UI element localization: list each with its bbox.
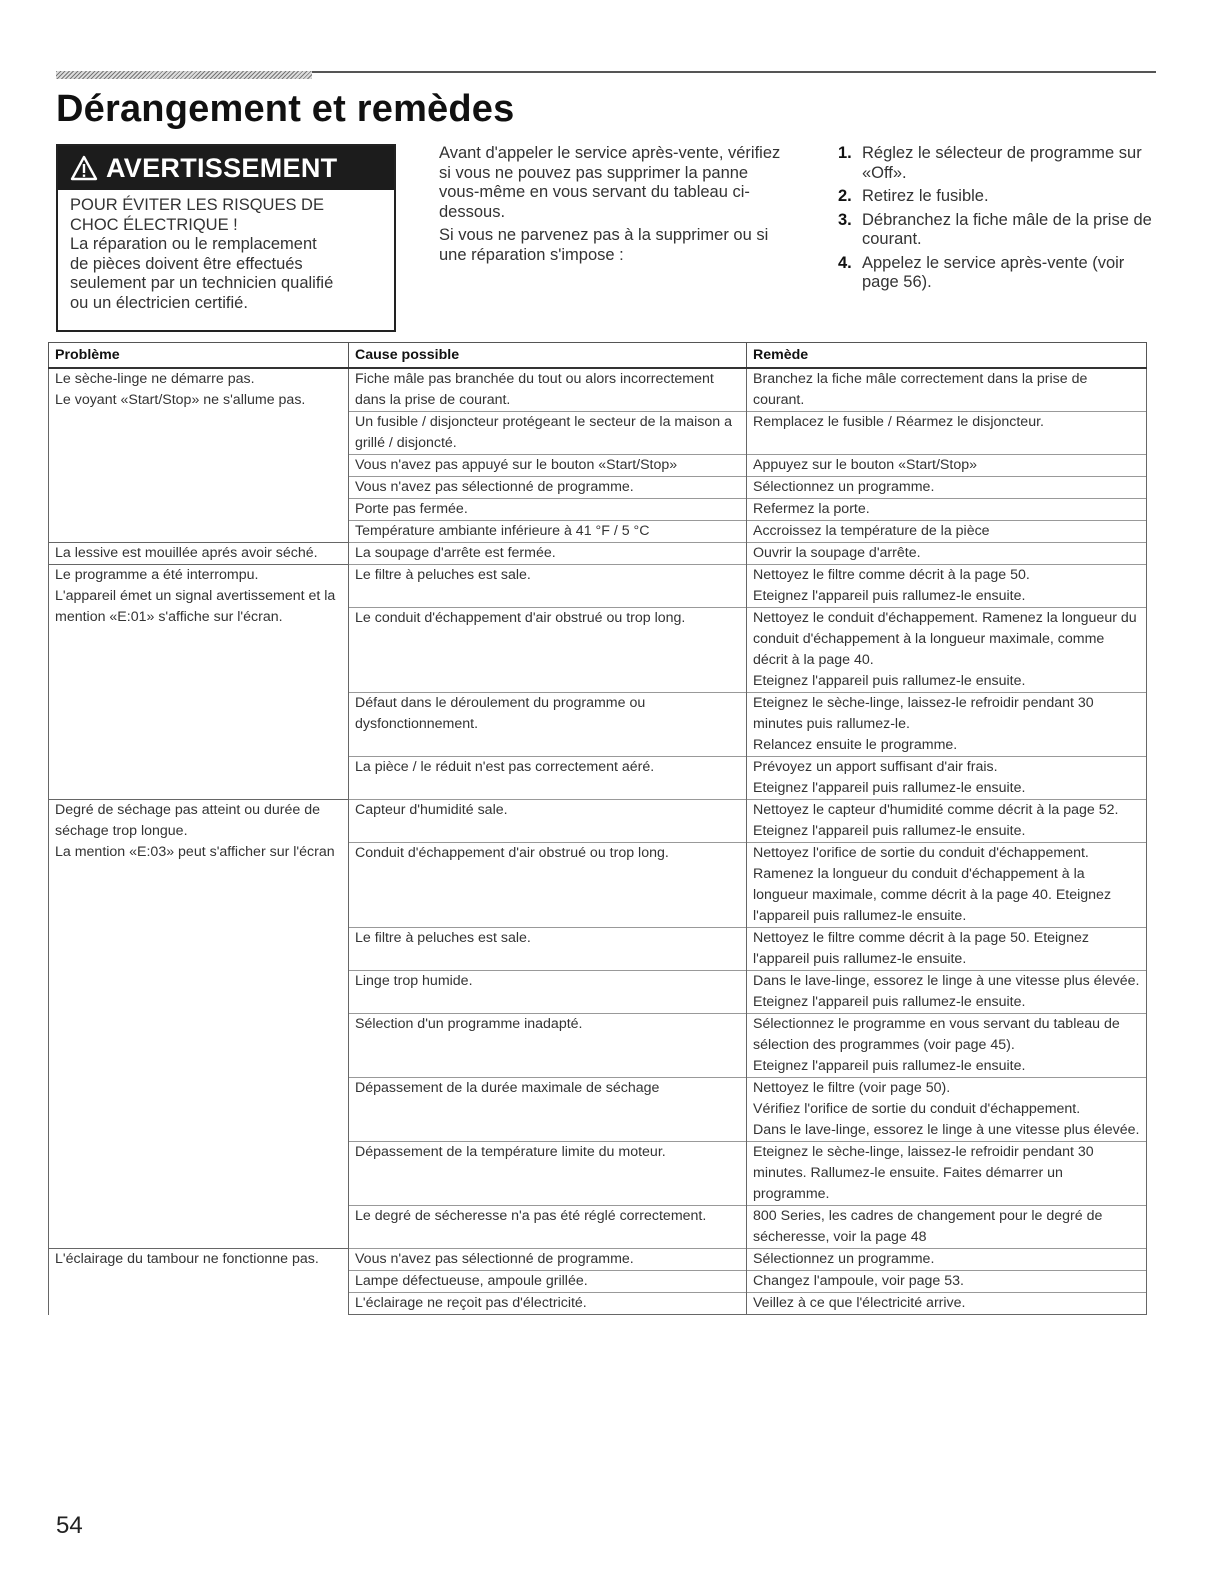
header-cause: Cause possible (349, 343, 747, 369)
header-hatch-bar (56, 71, 312, 79)
step-item (838, 254, 1158, 293)
intro-paragraph: Avant d'appeler le service après-vente, vérifiez si vous ne pouvez pas supprimer la panne vous-même en vous servant du tableau ci-dessous. (439, 144, 781, 221)
warning-line: ou un électricien certifié. (70, 293, 248, 312)
problem-cell: L'éclairage du tambour ne fonctionne pas. (49, 1249, 349, 1315)
warning-heading: AVERTISSEMENT (106, 152, 338, 183)
warning-triangle-icon (70, 155, 98, 181)
warning-heading-bar (58, 146, 394, 190)
remedy-cell: Sélectionnez le programme en vous servant du tableau de sélection des programmes (voir page 45). Eteignez l'appareil puis rallumez-le ensuite. (747, 1014, 1147, 1078)
cause-cell: Capteur d'humidité sale. (349, 800, 747, 843)
problem-cell: La lessive est mouillée aprés avoir séché. (49, 543, 349, 565)
troubleshooting-table (48, 342, 1147, 1315)
step-item (838, 187, 1158, 207)
table-row (49, 368, 1147, 412)
step-text: Débranchez la fiche mâle de la prise de courant. (862, 210, 1152, 248)
problem-cell: Degré de séchage pas atteint ou durée de séchage trop longue. La mention «E:03» peut s'afficher sur l'écran (49, 800, 349, 1249)
remedy-cell: Nettoyez l'orifice de sortie du conduit d'échappement. Ramenez la longueur du conduit d'échappement à la longueur maximale, comme décrit à la page 40. Eteignez l'appareil puis rallumez-le ensuite. (747, 843, 1147, 928)
cause-cell: Linge trop humide. (349, 971, 747, 1014)
steps-list (838, 144, 1158, 297)
problem-cell: Le sèche-linge ne démarre pas. Le voyant «Start/Stop» ne s'allume pas. (49, 368, 349, 543)
intro-paragraph: Si vous ne parvenez pas à la supprimer ou si une réparation s'impose : (439, 226, 769, 264)
cause-cell: Sélection d'un programme inadapté. (349, 1014, 747, 1078)
table-row (49, 1249, 1147, 1271)
remedy-cell: Appuyez sur le bouton «Start/Stop» (747, 455, 1147, 477)
page-number: 54 (56, 1512, 83, 1539)
remedy-cell: Ouvrir la soupage d'arrête. (747, 543, 1147, 565)
cause-cell: Lampe défectueuse, ampoule grillée. (349, 1271, 747, 1293)
table-row (49, 800, 1147, 843)
warning-line: La réparation ou le remplacement (70, 235, 317, 253)
problem-cell: Le programme a été interrompu. L'appareil émet un signal avertissement et la mention «E:01» s'affiche sur l'écran. (49, 565, 349, 800)
cause-cell: Un fusible / disjoncteur protégeant le secteur de la maison a grillé / disjoncté. (349, 412, 747, 455)
remedy-cell: Prévoyez un apport suffisant d'air frais. Eteignez l'appareil puis rallumez-le ensuite. (747, 757, 1147, 800)
step-item (838, 144, 1158, 183)
cause-cell: Défaut dans le déroulement du programme ou dysfonctionnement. (349, 693, 747, 757)
cause-cell: Le filtre à peluches est sale. (349, 928, 747, 971)
remedy-cell: Eteignez le sèche-linge, laissez-le refroidir pendant 30 minutes puis rallumez-le. Relancez ensuite le programme. (747, 693, 1147, 757)
cause-cell: Vous n'avez pas sélectionné de programme. (349, 1249, 747, 1271)
cause-cell: L'éclairage ne reçoit pas d'électricité. (349, 1293, 747, 1315)
warning-line: de pièces doivent être effectués (70, 254, 303, 273)
cause-cell: La pièce / le réduit n'est pas correctement aéré. (349, 757, 747, 800)
cause-cell: La soupage d'arrête est fermée. (349, 543, 747, 565)
warning-line: CHOC ÉLECTRIQUE ! (70, 215, 238, 234)
step-number: 4. (838, 253, 852, 272)
page-title: Dérangement et remèdes (56, 88, 515, 130)
cause-cell: Fiche mâle pas branchée du tout ou alors incorrectement dans la prise de courant. (349, 368, 747, 412)
step-text: Réglez le sélecteur de programme sur «Off». (862, 144, 1142, 182)
remedy-cell: Nettoyez le conduit d'échappement. Ramenez la longueur du conduit d'échappement à la longueur maximale, comme décrit à la page 40. Eteignez l'appareil puis rallumez-le ensuite. (747, 608, 1147, 693)
warning-box (56, 144, 396, 332)
step-text: Appelez le service après-vente (voir page 56). (862, 253, 1125, 291)
remedy-cell: Branchez la fiche mâle correctement dans la prise de courant. (747, 368, 1147, 412)
remedy-cell: Refermez la porte. (747, 499, 1147, 521)
step-item (838, 211, 1158, 250)
remedy-cell: Sélectionnez un programme. (747, 1249, 1147, 1271)
remedy-cell: Eteignez le sèche-linge, laissez-le refroidir pendant 30 minutes. Rallumez-le ensuite. Faites démarrer un programme. (747, 1142, 1147, 1206)
remedy-cell: Nettoyez le filtre (voir page 50). Vérifiez l'orifice de sortie du conduit d'échappement. Dans le lave-linge, essorez le linge à une vitesse plus élevée. (747, 1078, 1147, 1142)
table-header-row (49, 343, 1147, 369)
intro-text (439, 144, 789, 269)
warning-text (58, 190, 394, 313)
cause-cell: Dépassement de la durée maximale de séchage (349, 1078, 747, 1142)
cause-cell: Le conduit d'échappement d'air obstrué ou trop long. (349, 608, 747, 693)
remedy-cell: Remplacez le fusible / Réarmez le disjoncteur. (747, 412, 1147, 455)
warning-line: seulement par un technicien qualifié (70, 274, 334, 292)
cause-cell: Température ambiante inférieure à 41 °F / 5 °C (349, 521, 747, 543)
table-body (49, 368, 1147, 1315)
cause-cell: Porte pas fermée. (349, 499, 747, 521)
remedy-cell: 800 Series, les cadres de changement pour le degré de sécheresse, voir la page 48 (747, 1206, 1147, 1249)
remedy-cell: Nettoyez le filtre comme décrit à la page 50. Eteignez l'appareil puis rallumez-le ensuite. (747, 565, 1147, 608)
remedy-cell: Nettoyez le filtre comme décrit à la page 50. Eteignez l'appareil puis rallumez-le ensuite. (747, 928, 1147, 971)
remedy-cell: Nettoyez le capteur d'humidité comme décrit à la page 52. Eteignez l'appareil puis rallumez-le ensuite. (747, 800, 1147, 843)
table-row (49, 543, 1147, 565)
cause-cell: Dépassement de la température limite du moteur. (349, 1142, 747, 1206)
cause-cell: Conduit d'échappement d'air obstrué ou trop long. (349, 843, 747, 928)
remedy-cell: Dans le lave-linge, essorez le linge à une vitesse plus élevée. Eteignez l'appareil puis rallumez-le ensuite. (747, 971, 1147, 1014)
step-number: 2. (838, 187, 852, 205)
remedy-cell: Accroissez la température de la pièce (747, 521, 1147, 543)
remedy-cell: Changez l'ampoule, voir page 53. (747, 1271, 1147, 1293)
cause-cell: Le filtre à peluches est sale. (349, 565, 747, 608)
header-problem: Problème (49, 343, 349, 369)
header-remedy: Remède (747, 343, 1147, 369)
table-row (49, 565, 1147, 608)
remedy-cell: Veillez à ce que l'électricité arrive. (747, 1293, 1147, 1315)
cause-cell: Le degré de sécheresse n'a pas été réglé correctement. (349, 1206, 747, 1249)
cause-cell: Vous n'avez pas sélectionné de programme. (349, 477, 747, 499)
step-text: Retirez le fusible. (862, 187, 989, 205)
remedy-cell: Sélectionnez un programme. (747, 477, 1147, 499)
step-number: 3. (838, 210, 852, 229)
step-number: 1. (838, 144, 852, 162)
cause-cell: Vous n'avez pas appuyé sur le bouton «Start/Stop» (349, 455, 747, 477)
warning-line: POUR ÉVITER LES RISQUES DE (70, 196, 324, 214)
